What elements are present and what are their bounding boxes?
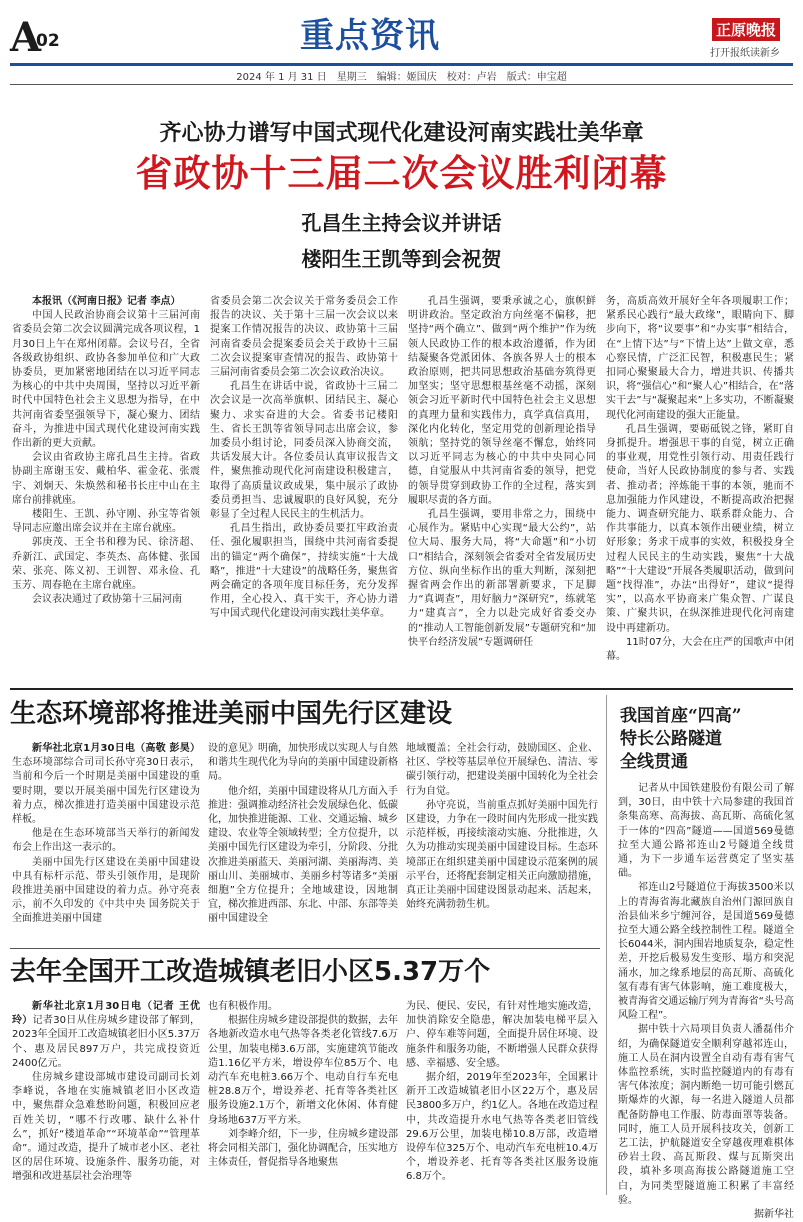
story3-paragraph: 为民、便民、安民，有针对性地实施改造，加快消除安全隐患，解决加装电梯平层入户、停车难等问题，全面提升居住环境、设施条件和服务功能，不断增强人民群众获得感、幸福感、安全感。 <box>406 1001 598 1069</box>
story3-paragraph: 记者30日从住房城乡建设部了解到，2023年全国开工改造城镇老旧小区5.37万个、惠及居民897万户，共完成投资近2400亿元。 <box>12 1015 200 1069</box>
lead-column-2 <box>210 295 398 680</box>
lead-paragraph: 省委员会第二次会议关于常务委员会工作报告的决议、关于第十三届一次会议以来提案工作情况报告的决议、政协第十三届河南省委员会提案委员会关于政协十三届二次会议提案审查情况的报告、政协第十三届河南省委员会第二次会议政治决议。 <box>210 296 398 379</box>
lead-paragraph: 孔昌生强调，要秉承诚之心，旗帜鲜明讲政治。坚定政治方向丝毫不偏移，把坚持“两个确立”、做到“两个维护”作为统领人民政协工作的根本政治遵循，作为团结凝聚各党派团体、各族各界人士的根本政治原则，把共同思想政治基础夯筑得更加坚实；坚守思想根基丝毫不动摇，深刻领会习近平新时代中国特色社会主义思想的真理力量和实践伟力，真学真信真用，深化内化转化，坚定用党的创新理论指导领航；坚持党的领导丝毫不懈怠，始终同以习近平同志为核心的中共中央同心同德，自觉服从中共河南省委的领导，把党的领导贯穿到政协工作的全过程，落实到履职尽责的各方面。 <box>408 296 596 506</box>
lead-paragraph: 孔昌生强调，要砺砥锐之锋，紧盯自身抓提升。增强思干事的自觉，树立正确的事业观，用党性引领行动、用责任践行使命，当好人民政协制度的参与者、实践者、推动者；淬炼能干事的本领，驰而不息加强能力作风建设，不断提高政治把握能力、调查研究能力、联系群众能力、合作共事能力，以真本领作出硬业绩，树立好形象；务求干成事的实效，积极投身全过程人民民主的生动实践，聚焦“十大战略”“十大建设”开展各类履职活动，做到问题“找得准”，办法“出得好”，建议“提得实”，以高水平协商来广集众智、广谋良策、广聚共识，在纵深推进现代化河南建设中再建新功。 <box>606 423 794 634</box>
masthead-logo <box>660 18 780 59</box>
story2-column-1 <box>12 742 200 947</box>
lead-byline: 本报讯（《河南日报》记者 李点） <box>32 296 181 307</box>
story2-paragraph: 他是在生态环境部当天举行的新闻发布会上作出这一表示的。 <box>12 828 200 854</box>
lead-paragraph: 会议表决通过了政协第十三届河南 <box>32 594 182 606</box>
lead-paragraph: 中国人民政治协商会议第十三届河南省委员会第二次会议圆满完成各项议程，1月30日上午在郑州闭幕。会议号召，全省各级政协组织、政协各参加单位和广大政协委员，更加紧密地团结在以习近平同志为核心的中共中央周围，坚持以习近平新时代中国特色社会主义思想为指导，在中共河南省委坚强领导下，凝心聚力、团结奋斗，为推进中国式现代化建设河南实践作出新的更大贡献。 <box>12 310 200 450</box>
sidebar-rule <box>606 695 607 1195</box>
story2-paragraph: 美丽中国先行区建设在美丽中国建设中具有标杆示范、带头引领作用，是现阶段推进美丽中国建设的着力点。孙守亮表示，前不久印发的《中共中央 国务院关于全面推进美丽中国建 <box>12 856 200 925</box>
story2-byline: 新华社北京1月30日电（高敬 彭昊） <box>32 743 200 754</box>
story2-headline: 生态环境部将推进美丽中国先行区建设 <box>10 699 453 729</box>
lead-headline: 省政协十三届二次会议胜利闭幕 <box>135 152 668 195</box>
lead-paragraph: 楼阳生、王凯、孙守刚、孙宝等省领导同志应邀出席会议并在主席台就座。 <box>12 509 200 535</box>
lead-paragraph: 孔昌生在讲话中说，省政协十三届二次会议是一次高举旗帜、团结民主、凝心聚力、求实奋进的大会。省委书记楼阳生、省长王凯等省领导同志出席会议，参加委员小组讨论，同委员深入协商交流，共话发展大计。各位委员认真审议报告文件，聚焦推动现代化河南建设积极建言，取得了高质量议政成果，集中展示了政协委员勇担当、忠诚履职的良好风貌，充分彰显了全过程人民民主的生机活力。 <box>210 381 398 521</box>
lead-kicker: 齐心协力谱写中国式现代化建设河南实践壮美华章 <box>159 120 644 146</box>
sidebar-headline-line: 特长公路隧道 <box>620 729 722 749</box>
sidebar-body <box>618 782 794 1221</box>
story2-paragraph: 设的意见》明确，加快形成以实现人与自然和谐共生现代化为导向的美丽中国建设新格局。 <box>208 743 398 783</box>
story3-paragraph: 根据住房城乡建设部提供的数据，去年各地新改造水电气热等各类老化管线7.6万公里，加装电梯3.6万部，实施建筑节能改造1.16亿平方米，增设停车位85万个、电动汽车充电桩3.66万个、电动自行车充电桩28.8万个，增设养老、托育等各类社区服务设施2.1万个，新增文化休闲、体育健身场地637万平方米。 <box>208 1015 398 1126</box>
story2-paragraph: 孙守亮说，当前重点抓好美丽中国先行区建设，力争在一段时间内先形成一批实践示范样板，再接续滚动实施、分批推进，久久为功推动实现美丽中国建设目标。生态环境部正在组织建美丽中国建设示范案例的展示平台，还将配套制定相关正向激励措施，真正让美丽中国建设图景动起来、活起来，始终充满勃勃生机。 <box>406 799 598 911</box>
sidebar-headline <box>620 705 790 774</box>
story2-paragraph: 生态环境部综合司司长孙守亮30日表示，当前和今后一个时期是美丽中国建设的重要时期，要以开展美丽中国先行区建设为着力点，梯次推进打造美丽中国建设示范样板。 <box>12 757 200 826</box>
sidebar-headline-line: 全线贯通 <box>620 752 688 772</box>
story3-column-1 <box>12 1000 200 1195</box>
lead-paragraph: 郭庚茂、王全书和穆为民、徐济超、乔新江、武国定、李英杰、高体健、张国荣、张亮、陈义初、王训智、邓永俭、孔玉芳、周春艳在主席台就座。 <box>12 537 200 592</box>
lead-column-1 <box>12 295 200 680</box>
story2-column-3 <box>406 742 598 947</box>
lead-paragraph: 孔昌生指出，政协委员要扛牢政治责任、强化履职担当，围绕中共河南省委提出的锚定“两个确保”，持续实施“十大战略”，推进“十大建设”的战略任务，聚焦省两会确定的各项年度目标任务，充分发挥作用，全心投入、真干实干，齐心协力谱写中国式现代化建设河南实践壮美华章。 <box>210 523 398 620</box>
story2-column-2 <box>208 742 398 947</box>
sidebar-paragraph: 记者从中国铁建股份有限公司了解到，30日，由中铁十六局参建的我国首条集高寒、高海拔、高瓦斯、高硫化氢于一体的“四高”隧道——国道569曼德拉至大通公路祁连山2号隧道全线贯通，为下一步通车运营奠定了坚实基础。 <box>618 783 794 880</box>
sidebar-credit: 据新华社 <box>754 1209 794 1221</box>
sidebar-paragraph: 祁连山2号隧道位于海拔3500米以上的青海省海北藏族自治州门源回族自治县仙米乡宁缠河谷，是国道569曼德拉至大通公路全线控制性工程。隧道全长6044米，洞内围岩地质复杂，稳定性差，开挖后极易发生变形、塌方和突泥涌水，加之缘系地层的高瓦斯、高硫化氢有毒有害气体影响，施工难度极大，被青海省交通运输厅列为青海省“头号高风险工程”。 <box>618 882 794 1022</box>
story2-paragraph: 他介绍，美丽中国建设将从几方面入手推进：强调推动经济社会发展绿色化、低碳化，加快推进能源、工业、交通运输、城乡建设、农业等全领域转型；全方位提升，以美丽中国先行区建设为牵引，分阶段、分批次推进美丽蓝天、美丽河湖、美丽海湾、美丽山川、美丽城市、美丽乡村等诸多“美丽细胞”全方位提升；全地域建设，因地制宜，梯次推进西部、东北、中部、东部等美丽中国建设全 <box>208 785 398 925</box>
lead-paragraph: 务，高质高效开展好全年各项履职工作；紧系民心践行“最大政缘”，眼睛向下、脚步向下，将“议要事”和“办实事”相结合，在“上情下达”与“下情上达”上做文章，悉心察民情，广泛汇民智，积极惠民生；紧扣同心聚聚最大合力，增进共识、传播共识，将“强信心”和“聚人心”相结合，在“落实干去”与“凝聚起来”上多实功，不断凝聚现代化河南建设的强大正能量。 <box>606 296 794 421</box>
story3-column-2 <box>208 1000 398 1195</box>
sidebar-headline-line: 我国首座“四高” <box>620 706 742 726</box>
lead-column-3 <box>408 295 596 680</box>
lead-paragraph: 会议由省政协主席孔昌生主持。省政协副主席谢玉安、戴柏华、霍金花、张震宇、刘炯天、朱焕然和秘书长庄中山在主席台前排就座。 <box>12 452 200 506</box>
header-rule <box>10 63 793 66</box>
story2-paragraph: 地域覆盖；全社会行动，鼓励国区、企业、社区、学校等基层单位开展绿色、清洁、零碳引领行动，把建设美丽中国转化为全社会行为自觉。 <box>406 743 598 797</box>
story3-headline: 去年全国开工改造城镇老旧小区5.37万个 <box>10 957 491 987</box>
story3-paragraph: 据介绍，2019年至2023年，全国累计新开工改造城镇老旧小区22万个，惠及居民3800多万户，约1亿人。各地在改造过程中，共改造提升水电气热等各类老旧管线29.6万公里，加装电梯10.8万部，改造增设停车位325万个、电动汽车充电桩10.4万个，增设养老、托育等各类社区服务设施6.8万个。 <box>406 1072 598 1183</box>
story3-column-3 <box>406 1000 598 1195</box>
story3-paragraph: 也有积极作用。 <box>208 1001 278 1012</box>
brand-slogan: 打开报纸读新乡 <box>710 48 780 59</box>
story-rule <box>10 948 600 949</box>
page-number: 02 <box>36 31 60 51</box>
story3-paragraph: 住房城乡建设部城市建设司副司长刘李峰说，各地在实施城镇老旧小区改造中，聚焦群众急难愁盼问题，积极回应老百姓关切，“哪不行改哪、缺什么补什么”，抓好“楼道革命”“环境革命”“管理革命”。通过改造，提升了城市老小区、老社区的居住环境、设施条件、服务功能，对增强和改进基层社会治理等 <box>12 1072 200 1183</box>
lead-paragraph: 11时07分，大会在庄严的国歌声中闭幕。 <box>606 636 794 663</box>
page-letter: A <box>10 14 42 61</box>
issue-meta: 2024 年 1 月 31 日 星期三 编辑：姬国庆 校对：卢岩 版式：申宝超 <box>236 72 567 83</box>
section-rule <box>10 688 793 690</box>
section-title: 重点资讯 <box>300 16 440 56</box>
lead-subtitle-1: 孔昌生主持会议并讲话 <box>301 211 502 235</box>
lead-column-4 <box>606 295 794 680</box>
meta-rule <box>10 84 793 85</box>
story3-byline: 新华社北京1月30日电（记者 王优玲） <box>12 1001 200 1027</box>
sidebar-paragraph: 据中铁十六局项目负责人潘磊伟介绍，为确保隧道安全顺利穿越祁连山，施工人员在洞内设置全自动有毒有害气体监控系统，实时监控隧道内的有毒有害气体浓度；洞内断绝一切可能引燃瓦斯爆炸的火源，每一名进入隧道人员都配备防静电工作服、防毒面罩等装备。同时，施工人员开展科技攻关，创新工艺工法，护航隧道安全穿越夜理难棋体砂岩土段、高瓦斯段、煤与瓦斯突出段，填补多项高海拔公路隧道施工空白，为同类型隧道施工积累了丰富经验。 <box>618 1024 794 1206</box>
lead-paragraph: 孔昌生强调，要用非常之力，围绕中心展作为。紧贴中心实现“最大公约”，站位大局、服务大局，将“大命题”和“小切口”相结合，深刻领会省委对全省发展历史方位、纵向坐标作出的重大判断，深刻把握省两会作出的新部署新要求，下足脚力“真调查”，用好脑力“深研究”，练就笔力“建真言”，全力以赴完成好省委交办的“推动人工智能创新发展”专题研究和“加快平台经济发展”专题调研任 <box>408 509 596 648</box>
lead-subtitle-2: 楼阳生王凯等到会祝贺 <box>301 247 502 271</box>
brand-logo: 正原晚报 <box>712 18 780 41</box>
story3-paragraph: 刘李峰介绍，下一步，住房城乡建设部将会同相关部门，强化协调配合，压实地方主体责任，督促指导各地聚焦 <box>208 1128 398 1169</box>
